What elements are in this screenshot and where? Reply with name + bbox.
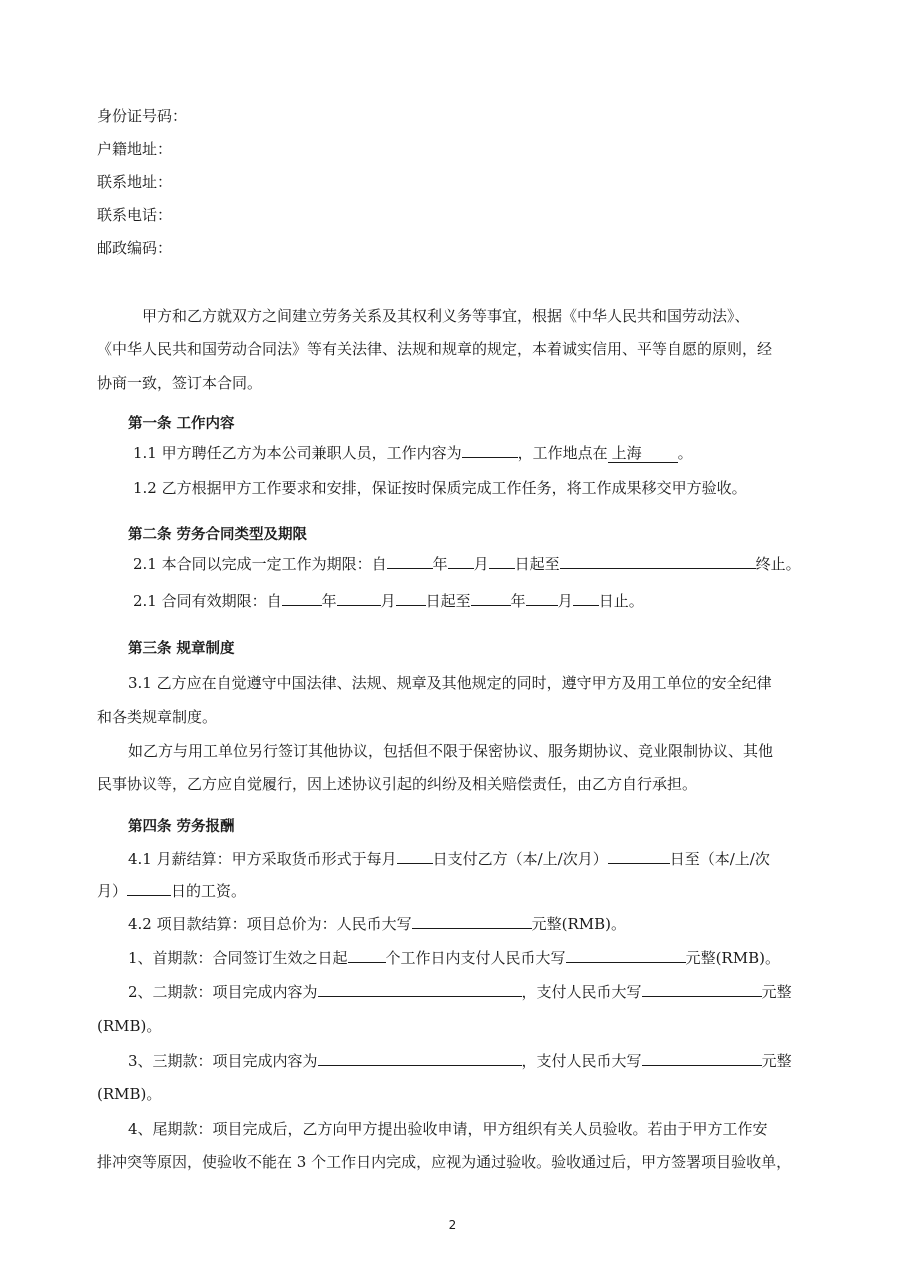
clause-2-1-text-a: 2.1 本合同以完成一定工作为期限：自 [133,555,387,573]
payment-3-line-1 [128,1050,833,1072]
clause-3-1-line-2: 和各类规章制度。 [97,708,218,726]
article-1-heading: 第一条 工作内容 [128,416,235,432]
intro-line-2: 《中华人民共和国劳动合同法》等有关法律、法规和规章的规定，本着诚实信用、平等自愿的原则，经 [97,340,773,358]
valid-end-day-blank[interactable] [573,590,599,606]
clause-1-1 [133,442,833,464]
payment-2-line-1 [128,981,833,1003]
clause-3-2-line-1: 如乙方与用工单位另行签订其他协议，包括但不限于保密协议、服务期协议、竞业限制协议、其他 [128,742,774,760]
clause-1-1-text-c: 。 [677,444,693,462]
clause-3-1-line-1: 3.1 乙方应在自觉遵守中国法律、法规、规章及其他规定的同时，遵守甲方及用工单位的安全纪律 [128,674,772,692]
payment-2-text-c: 元整 [761,983,792,1001]
clause-4-1-text-e: 日的工资。 [171,882,247,900]
postal-code-label: 邮政编码： [97,239,173,257]
total-price-blank[interactable] [412,913,532,929]
clause-4-1-text-a: 4.1 月薪结算：甲方采取货币形式于每月 [128,850,397,868]
valid-start-year-blank[interactable] [282,590,322,606]
clause-4-1-text-c: 日至（本/上/次 [669,850,770,868]
work-content-blank[interactable] [462,442,518,458]
article-4-heading: 第四条 劳务报酬 [128,819,235,835]
payment-1-text-b: 个工作日内支付人民币大写 [385,949,566,967]
clause-4-1-text-d: 月） [97,882,128,900]
valid-start-month-blank[interactable] [337,590,381,606]
intro-line-3: 协商一致，签订本合同。 [97,374,263,392]
payment-2-content-blank[interactable] [318,981,522,997]
clause-1-1-text-a: 1.1 甲方聘任乙方为本公司兼职人员，工作内容为 [133,444,462,462]
clause-4-1-text-b: 日支付乙方（本/上/次月） [432,850,608,868]
payment-1-amount-blank[interactable] [566,947,686,963]
clause-4-2-text-b: 元整(RMB)。 [531,915,627,933]
start-day-blank[interactable] [489,553,515,569]
valid-start-day-blank[interactable] [396,590,426,606]
payment-1-days-blank[interactable] [348,947,386,963]
clause-4-2 [128,913,833,935]
clause-2-2-end: 日止。 [598,592,644,610]
contact-phone-label: 联系电话： [97,206,173,224]
payment-4-line-2: 排冲突等原因，使验收不能在 3 个工作日内完成，应视为通过验收。验收通过后，甲方签署项目验收单， [97,1153,792,1171]
period-start-blank[interactable] [608,848,670,864]
payment-3-text-c: 元整 [761,1052,792,1070]
payment-1-text-c: 元整(RMB)。 [685,949,780,967]
payment-2-text-b: ，支付人民币大写 [521,983,642,1001]
month-label: 月 [557,592,573,610]
work-place-value: 上海 [608,444,678,463]
payment-1-text-a: 1、首期款：合同签订生效之日起 [128,949,348,967]
payment-3-line-2: (RMB)。 [97,1085,162,1103]
payment-4-line-1: 4、尾期款：项目完成后，乙方向甲方提出验收申请，甲方组织有关人员验收。若由于甲方工作安 [128,1120,768,1138]
payment-1 [128,947,833,969]
article-3-heading: 第三条 规章制度 [128,641,235,657]
id-number-label: 身份证号码： [97,107,188,125]
year-label: 年 [321,592,337,610]
month-label: 月 [473,555,489,573]
payment-2-text-a: 2、二期款：项目完成内容为 [128,983,318,1001]
page-number: 2 [448,1218,457,1232]
article-2-heading: 第二条 劳务合同类型及期限 [128,527,308,543]
start-month-blank[interactable] [448,553,474,569]
valid-end-year-blank[interactable] [471,590,511,606]
clause-1-2: 1.2 乙方根据甲方工作要求和安排，保证按时保质完成工作任务，将工作成果移交甲方验收。 [133,479,747,497]
period-end-blank[interactable] [127,880,171,896]
clause-2-1-text-b: 日起至 [514,555,560,573]
clause-2-1-end: 终止。 [755,555,801,573]
intro-line-1: 甲方和乙方就双方之间建立劳务关系及其权利义务等事宜，根据《中华人民共和国劳动法》、 [142,307,750,325]
clause-4-2-text-a: 4.2 项目款结算：项目总价为：人民币大写 [128,915,412,933]
pay-day-blank[interactable] [397,848,433,864]
payment-3-content-blank[interactable] [318,1050,522,1066]
clause-2-2-text-a: 2.1 合同有效期限：自 [133,592,282,610]
start-year-blank[interactable] [387,553,433,569]
clause-2-2 [133,590,833,612]
valid-end-month-blank[interactable] [526,590,558,606]
year-label: 年 [432,555,448,573]
payment-3-text-a: 3、三期款：项目完成内容为 [128,1052,318,1070]
clause-1-1-text-b: ，工作地点在 [517,444,608,462]
end-condition-blank[interactable] [560,553,756,569]
household-address-label: 户籍地址： [97,140,173,158]
clause-2-1 [133,553,833,575]
month-label: 月 [380,592,396,610]
clause-3-2-line-2: 民事协议等，乙方应自觉履行，因上述协议引起的纠纷及相关赔偿责任，由乙方自行承担。 [97,775,698,793]
clause-4-1-line-2 [97,880,825,902]
clause-4-1-line-1 [128,848,833,870]
payment-2-line-2: (RMB)。 [97,1017,162,1035]
clause-2-2-text-b: 日起至 [425,592,471,610]
payment-3-amount-blank[interactable] [642,1050,762,1066]
year-label: 年 [510,592,526,610]
contact-address-label: 联系地址： [97,173,173,191]
payment-3-text-b: ，支付人民币大写 [521,1052,642,1070]
payment-2-amount-blank[interactable] [642,981,762,997]
